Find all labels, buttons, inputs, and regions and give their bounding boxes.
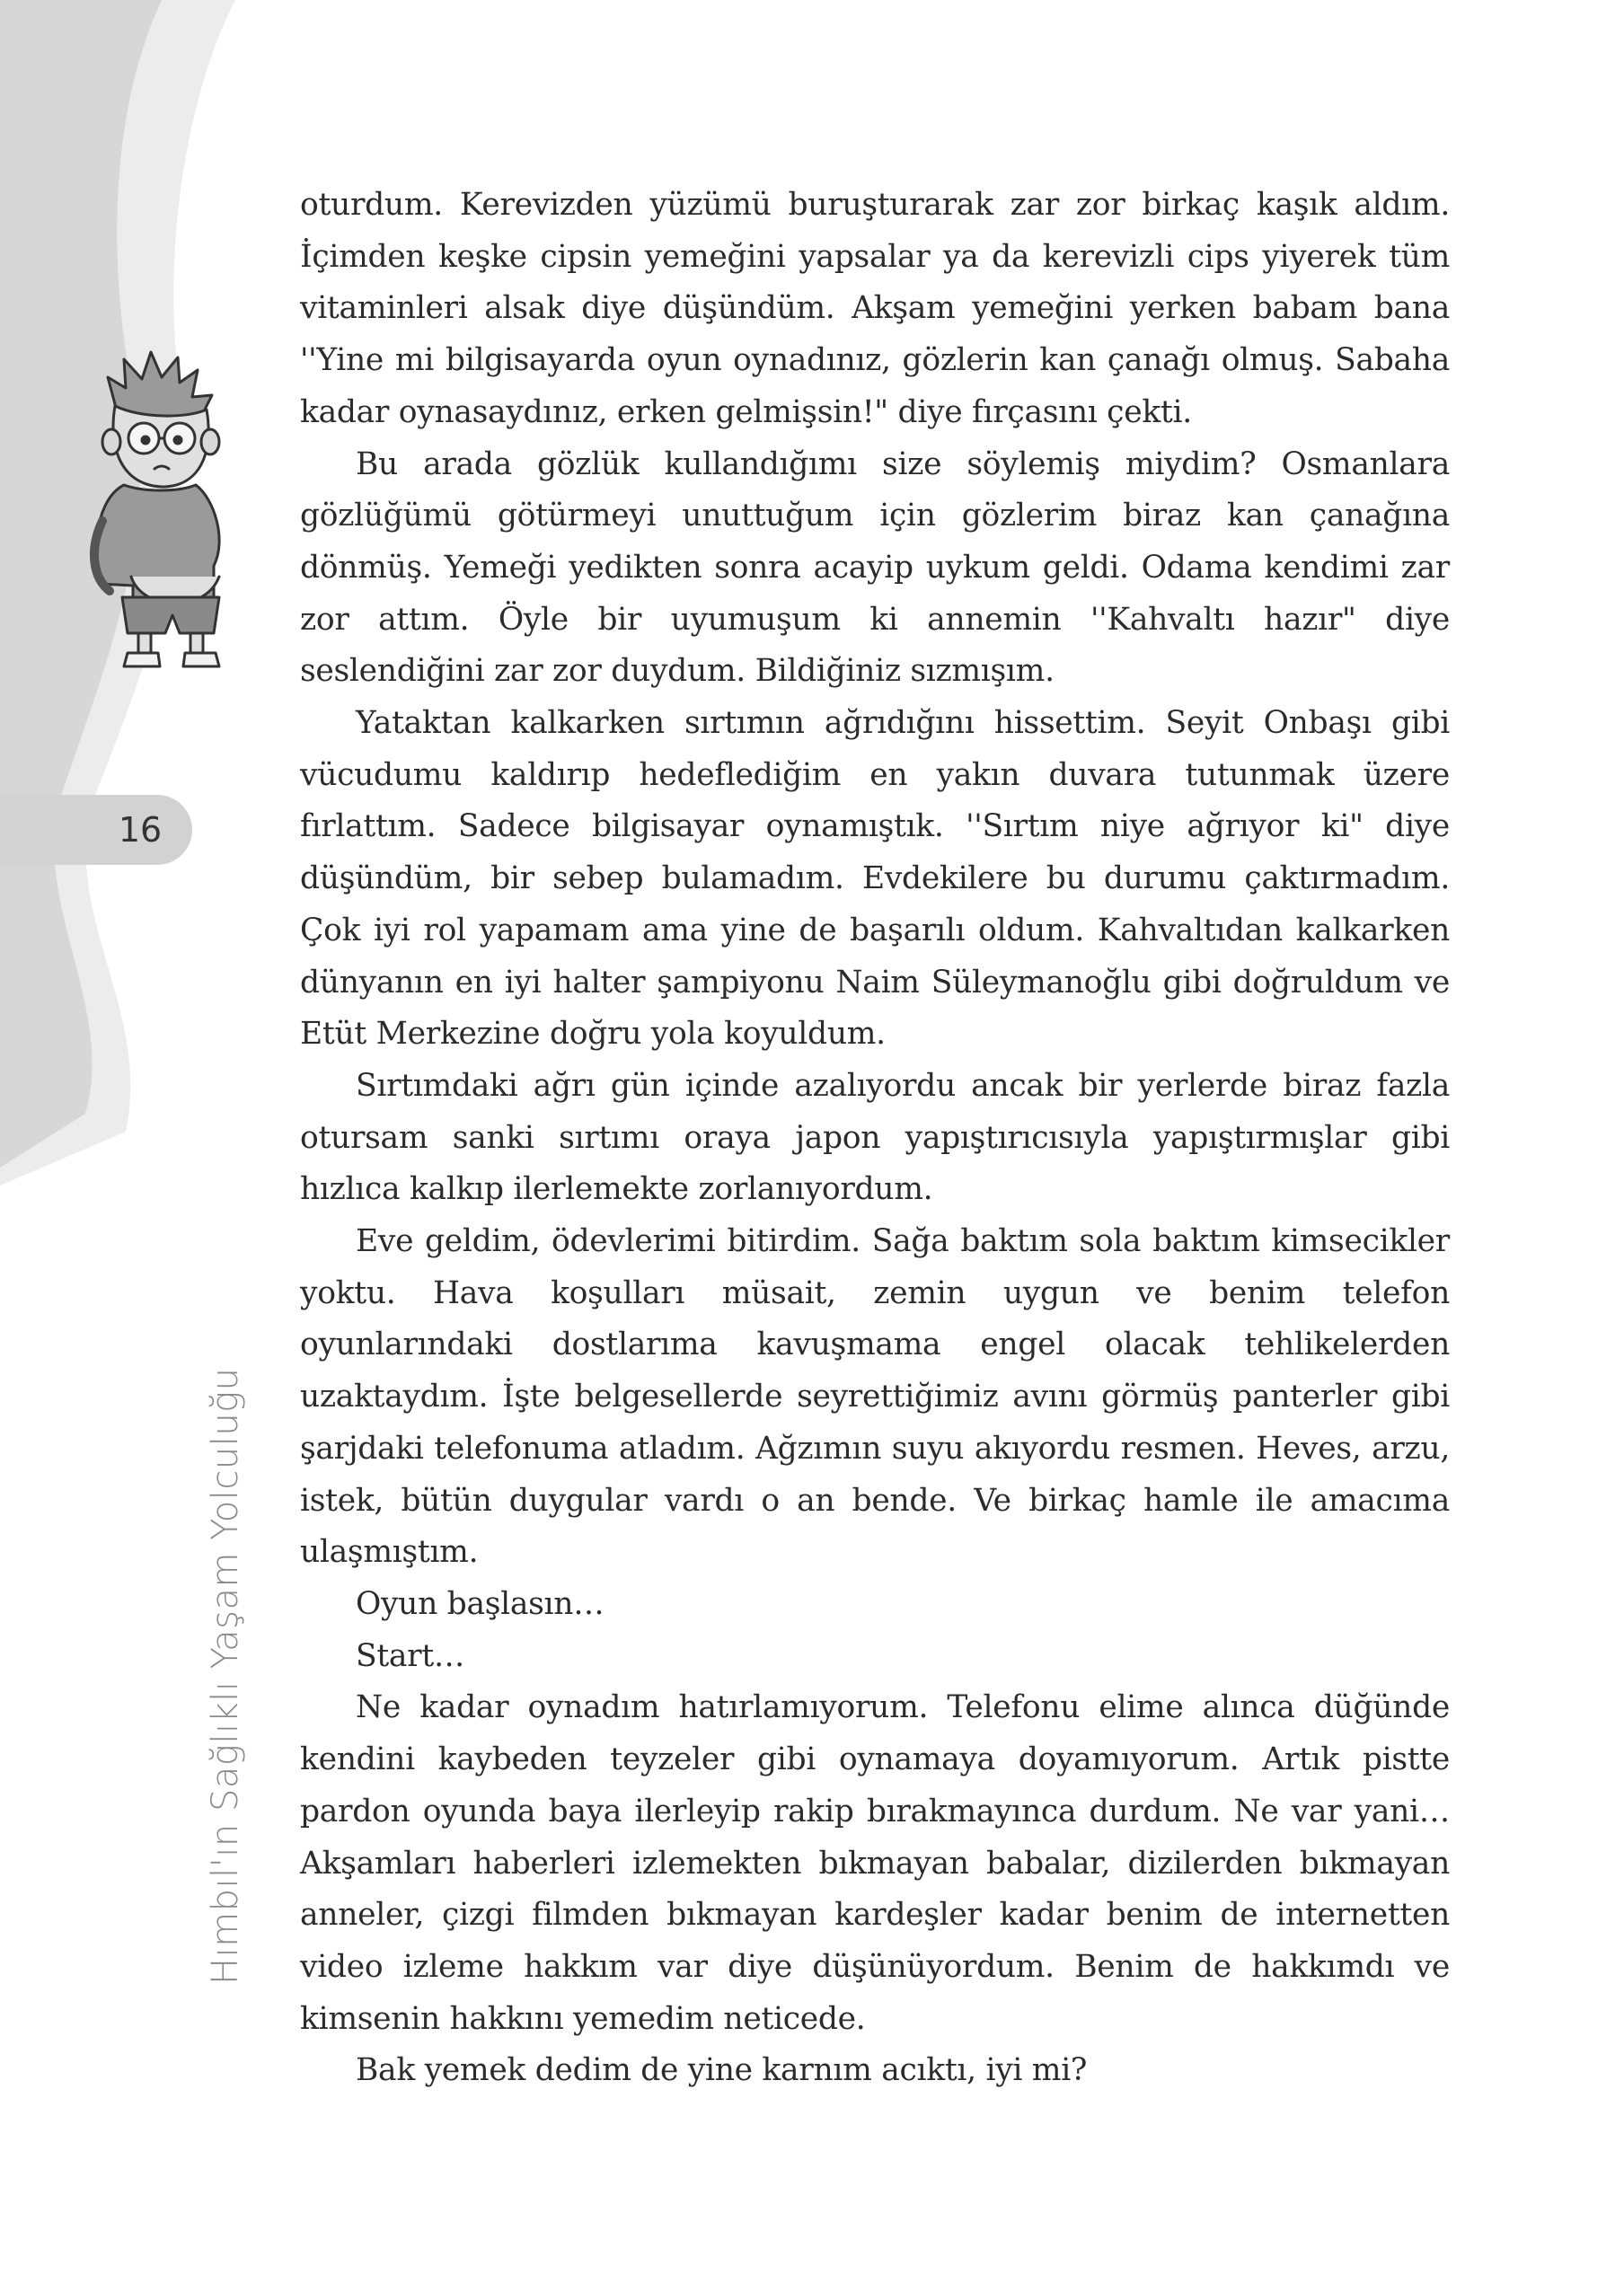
page-number: 16	[118, 810, 163, 850]
paragraph: Eve geldim, ödevlerimi bitirdim. Sağa baktım sola baktım kimsecikler yoktu. Hava koşulları müsait, zemin uygun ve benim telefon oyunlarındaki dostlarıma kavuşmama engel olacak tehlikelerden uzaktaydım. İşte belgesellerde seyrettiğimiz avını görmüş panterler gibi şarjdaki telefonuma atladım. Ağzımın suyu akıyordu resmen. Heves, arzu, istek, bütün duygular vardı o an bende. Ve birkaç hamle ile amacıma ulaşmıştım.	[300, 1223, 1450, 1571]
paragraph: Ne kadar oynadım hatırlamıyorum. Telefonu elime alınca düğünde kendini kaybeden teyzeler gibi oynamaya doyamıyorum. Artık pistte pardon oyunda baya ilerleyip rakip bırakmayınca durdum. Ne var yani… Akşamları haberleri izlemekten bıkmayan babalar, dizilerden bıkmayan anneler, çizgi filmden bıkmayan kardeşler kadar benim de internetten video izleme hakkım var diye düşünüyordum. Benim de hakkımdı ve kimsenin hakkını yemedim neticede.	[300, 1689, 1450, 2037]
paragraph: Yataktan kalkarken sırtımın ağrıdığını hissettim. Seyit Onbaşı gibi vücudumu kaldırıp hedeflediğim en yakın duvara tutunmak üzere fırlattım. Sadece bilgisayar oynamıştık. ''Sırtım niye ağrıyor ki" diye düşündüm, bir sebep bulamadım. Evdekilere bu durumu çaktırmadım. Çok iyi rol yapamam ama yine de başarılı oldum. Kahvaltıdan kalkarken dünyanın en iyi halter şampiyonu Naim Süleymanoğlu gibi doğruldum ve Etüt Merkezine doğru yola koyuldum.	[300, 705, 1450, 1053]
boy-character-with-glasses-icon	[79, 341, 259, 674]
paragraph: oturdum. Kerevizden yüzümü buruşturarak zar zor birkaç kaşık aldım. İçimden keşke cipsin yemeğini yapsalar ya da kerevizli cips yiyerek tüm vitaminleri alsak diye düşündüm. Akşam yemeğini yerken babam bana ''Yine mi bilgisayarda oyun oynadınız, gözlerin kan çanağı olmuş. Sabaha kadar oynasaydınız, erken gelmişsin!" diye fırçasını çekti.	[300, 187, 1450, 430]
paragraph: Sırtımdaki ağrı gün içinde azalıyordu ancak bir yerlerde biraz fazla otursam sanki sırtımı oraya japon yapıştırıcısıyla yapıştırmışlar gibi hızlıca kalkıp ilerlemekte zorlanıyordum.	[300, 1067, 1450, 1208]
running-book-title: Hımbıl'ın Sağlıklı Yaşam Yolculuğu	[205, 1367, 246, 1985]
body-text	[300, 180, 1450, 2097]
paragraph: Bu arada gözlük kullandığımı size söylemiş miydim? Osmanlara gözlüğümü götürmeyi unuttuğum için gözlerim biraz kan çanağına dönmüş. Yemeği yedikten sonra acayip uykum geldi. Odama kendimi zar zor attım. Öyle bir uyumuşum ki annemin ''Kahvaltı hazır" diye seslendiğini zar zor duydum. Bildiğiniz sızmışım.	[300, 445, 1450, 690]
paragraph: Start…	[356, 1637, 465, 1674]
paragraph: Bak yemek dedim de yine karnım acıktı, iyi mi?	[356, 2052, 1088, 2089]
paragraph: Oyun başlasın…	[356, 1585, 605, 1622]
